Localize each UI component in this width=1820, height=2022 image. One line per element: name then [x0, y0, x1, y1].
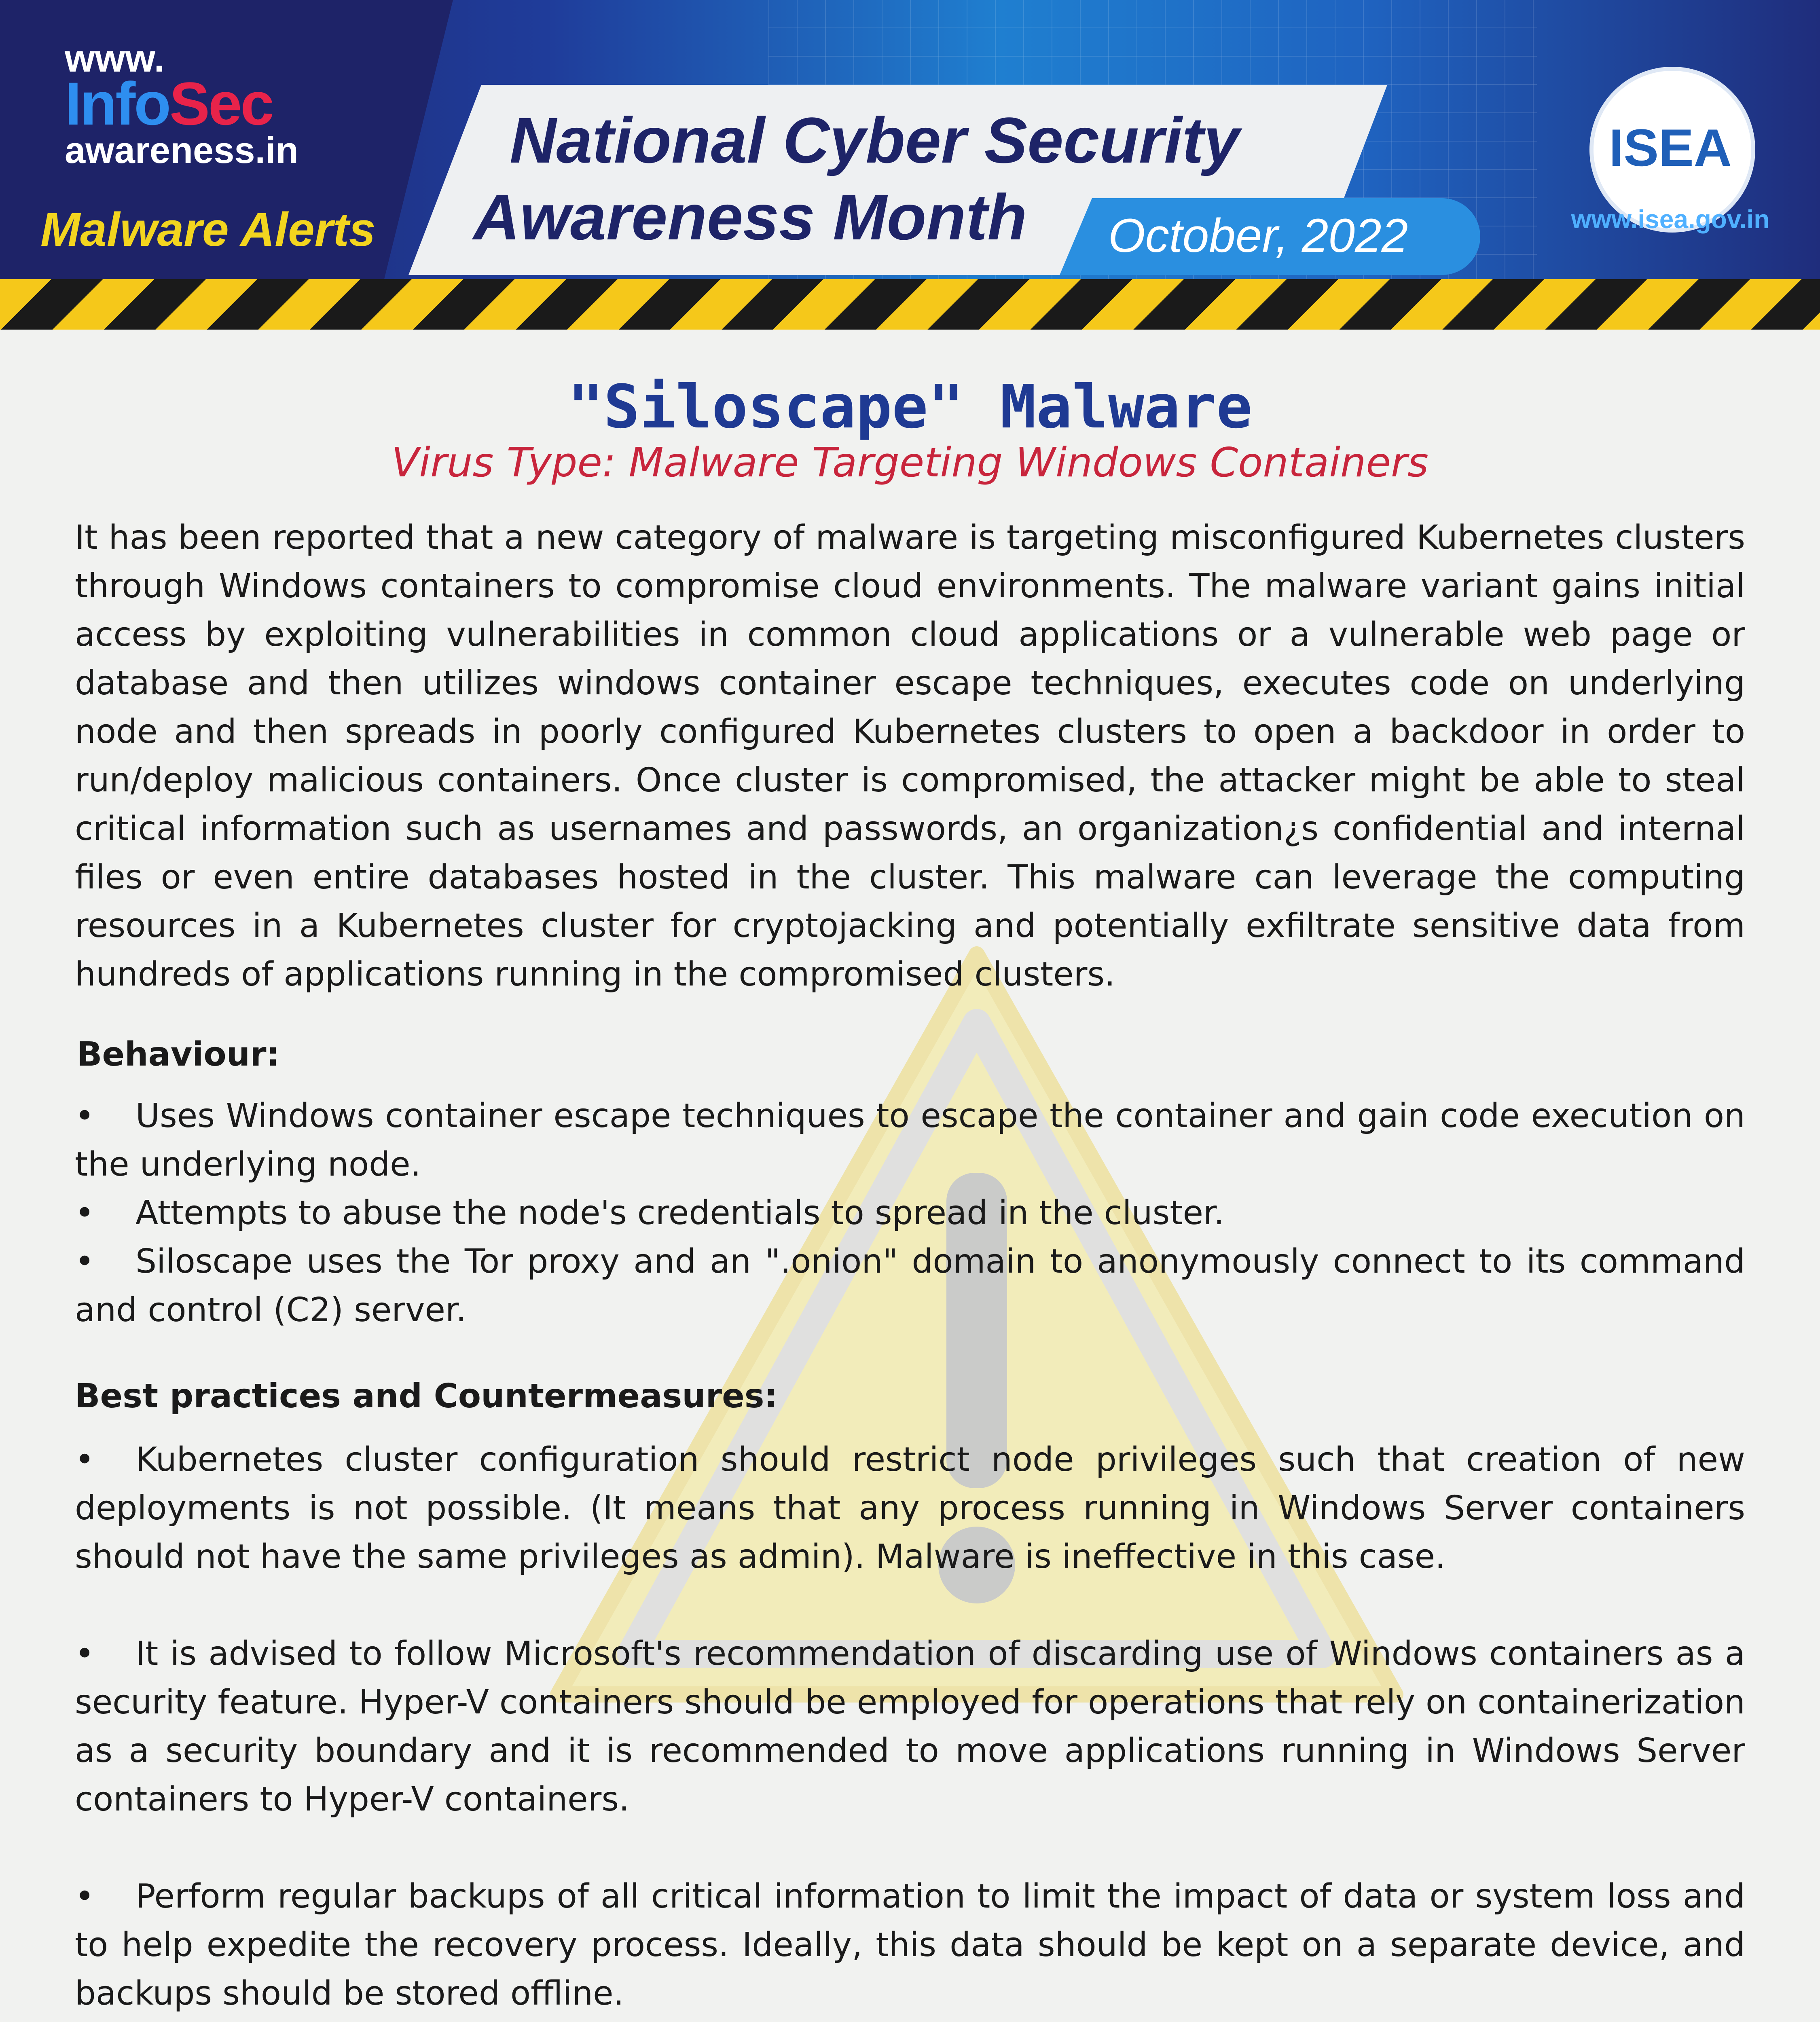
infosec-logo-www: www.	[65, 37, 165, 80]
infosec-logo-sec: Sec	[169, 70, 273, 137]
campaign-date: October, 2022	[1108, 209, 1408, 262]
virus-type-label: Virus Type	[391, 439, 603, 486]
behaviour-heading: Behaviour:	[77, 1035, 280, 1074]
malware-alerts-tag: Malware Alerts	[40, 203, 376, 256]
document-title: "Siloscape" Malware	[567, 372, 1253, 442]
list-item: • Attempts to abuse the node's credentials to spread in the cluster.	[75, 1194, 1225, 1232]
behaviour-list	[75, 1092, 1745, 1335]
campaign-title-line2: Awareness Month	[473, 181, 1027, 253]
best-practices-heading: Best practices and Countermeasures:	[75, 1377, 778, 1415]
list-item: • Kubernetes cluster configuration should restrict node privileges such that creation of new deployments is not possible. (It means that any process running in Windows Server containers should not have the same privileges as admin). Malware is ineffective in this case.	[75, 1440, 1745, 1576]
best-practices-list	[75, 1436, 1745, 2022]
hazard-stripe-top	[0, 279, 1820, 330]
infosec-logo[interactable]	[65, 69, 273, 139]
infosec-logo-domain: awareness.in	[65, 130, 298, 171]
infosec-logo-info: Info	[65, 70, 169, 137]
virus-type	[0, 439, 1820, 486]
intro-paragraph: It has been reported that a new category of malware is targeting misconfigured Kubernetes clusters through Windows containers to compromise cloud environments. The malware variant gains initial access by exploiting vulnerabilities in common cloud applications or a vulnerable web page or database and then utilizes windows container escape techniques, executes code on underlying node and then spreads in poorly configured Kubernetes clusters to open a backdoor in order to run/deploy malicious containers. Once cluster is compromised, the attacker might be able to steal critical information such as usernames and passwords, an organization¿s confidential and internal files or even entire databases hosted in the cluster. This malware can leverage the computing resources in a Kubernetes cluster for cryptojacking and potentially exfiltrate sensitive data from hundreds of applications running in the compromised clusters.	[75, 518, 1745, 994]
list-item: • Siloscape uses the Tor proxy and an ".onion" domain to anonymously connect to its command and control (C2) server.	[75, 1242, 1745, 1329]
list-item: • It is advised to follow Microsoft's recommendation of discarding use of Windows containers as a security feature. Hyper-V containers should be employed for operations that rely on containerization as a security boundary and it is recommended to move applications running in Windows Server containers to Hyper-V containers.	[75, 1635, 1745, 1819]
list-item: • Uses Windows container escape techniques to escape the container and gain code execution on the underlying node.	[75, 1097, 1745, 1184]
virus-type-value: : Malware Targeting Windows Containers	[602, 439, 1429, 486]
list-item: • Perform regular backups of all critical information to limit the impact of data or system loss and to help expedite the recovery process. Ideally, this data should be kept on a separate device, and backups should be stored offline.	[75, 1877, 1745, 2013]
isea-logo-text: ISEA	[1609, 118, 1732, 177]
isea-url[interactable]: www.isea.gov.in	[1571, 205, 1770, 234]
campaign-title-line1: National Cyber Security	[510, 104, 1240, 176]
